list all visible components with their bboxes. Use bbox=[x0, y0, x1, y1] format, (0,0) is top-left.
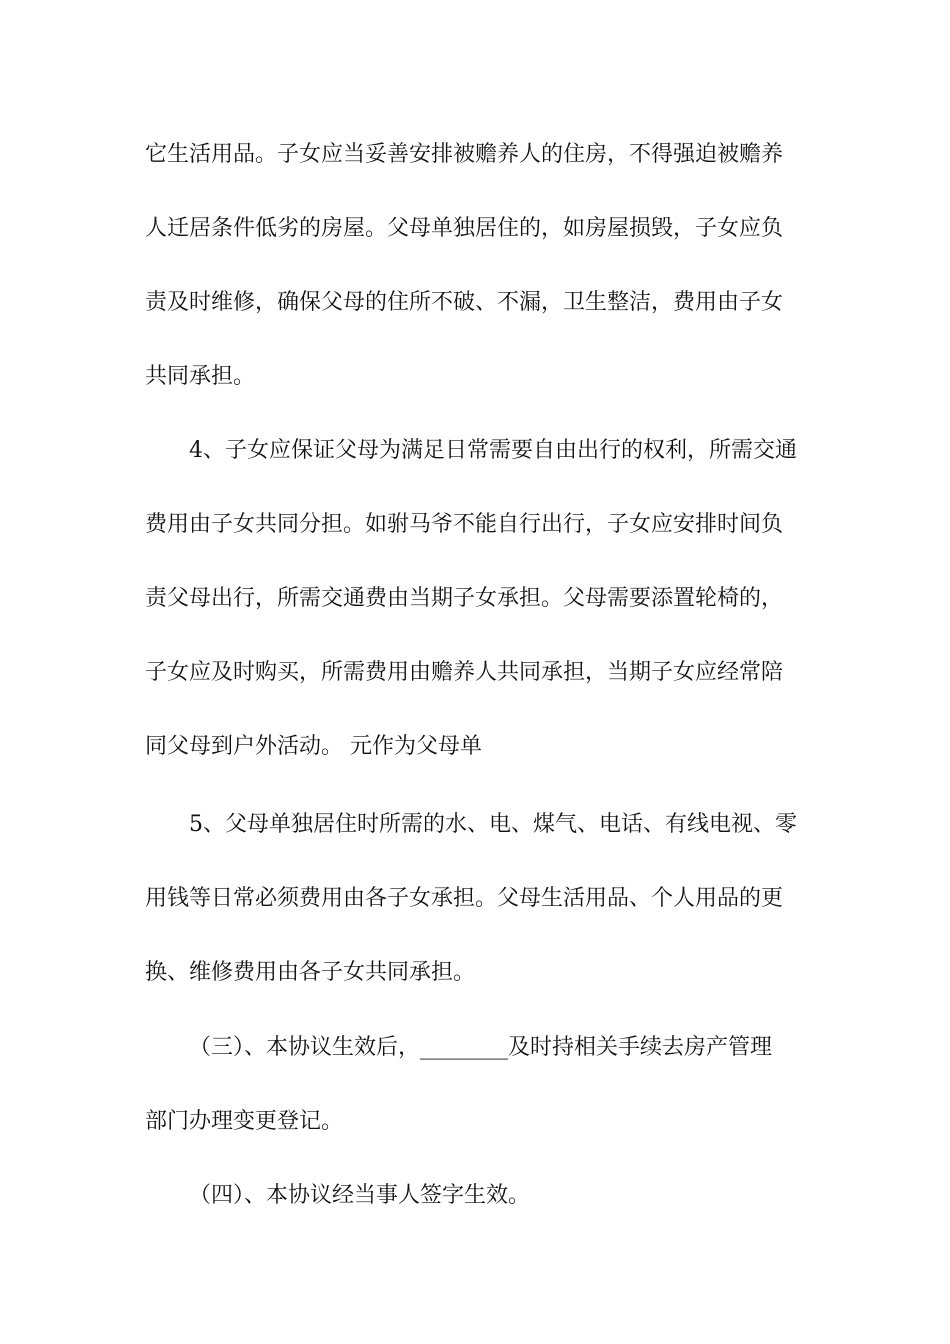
paragraph-line: 共同承担。 bbox=[145, 364, 256, 389]
paragraph-line: 5、父母单独居住时所需的水、电、煤气、电话、有线电视、零 bbox=[189, 812, 797, 837]
paragraph-line: 子女应及时购买，所需费用由赡养人共同承担，当期子女应经常陪 bbox=[145, 660, 784, 685]
paragraph-line: 用钱等日常必须费用由各子女承担。父母生活用品、个人用品的更 bbox=[145, 886, 784, 911]
paragraph-line: 它生活用品。子女应当妥善安排被赡养人的住房，不得强迫被赡养 bbox=[145, 142, 784, 167]
paragraph-line: 责父母出行，所需交通费由当期子女承担。父母需要添置轮椅的， bbox=[145, 586, 784, 611]
paragraph-line: 换、维修费用由各子女共同承担。 bbox=[145, 960, 476, 985]
paragraph-line: 同父母到户外活动。 元作为父母单 bbox=[145, 734, 482, 759]
paragraph-line: 责及时维修，确保父母的住所不破、不漏，卫生整洁，费用由子女 bbox=[145, 290, 784, 315]
section-line: （三）、本协议生效后，________及时持相关手续去房产管理 bbox=[189, 1035, 773, 1060]
paragraph-line: 费用由子女共同分担。如驸马爷不能自行出行，子女应安排时间负 bbox=[145, 512, 784, 537]
paragraph-line: 人迁居条件低劣的房屋。父母单独居住的，如房屋损毁，子女应负 bbox=[145, 216, 784, 241]
paragraph-line: 部门办理变更登记。 bbox=[145, 1109, 344, 1134]
section-line: （四）、本协议经当事人签字生效。 bbox=[189, 1183, 531, 1208]
paragraph-line: 4、子女应保证父母为满足日常需要自由出行的权利，所需交通 bbox=[189, 438, 797, 463]
